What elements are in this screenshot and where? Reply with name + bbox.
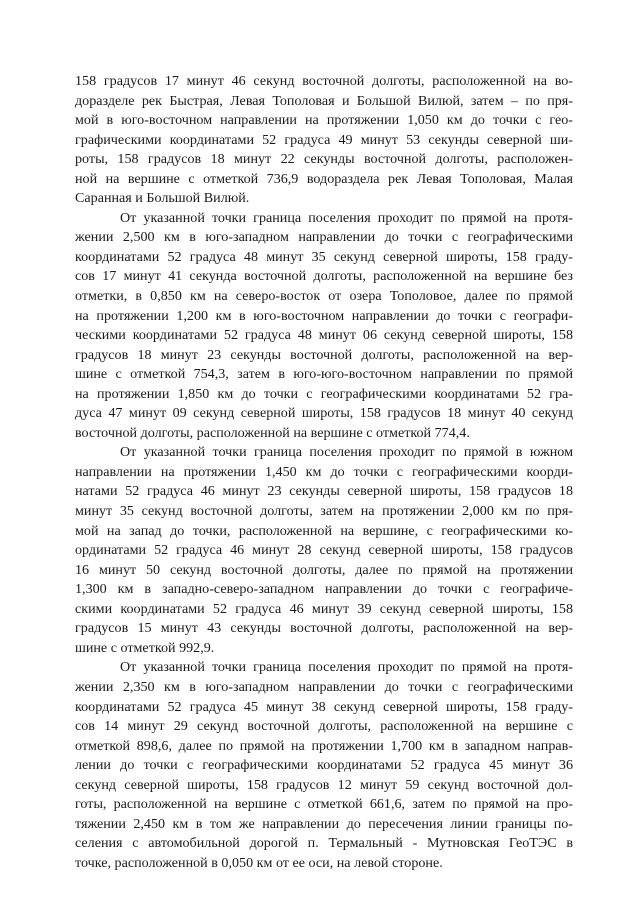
text-line: От указанной точки граница поселения проходит по прямой в южном bbox=[120, 444, 573, 461]
text-line: натами 52 градуса 46 минут 23 секунды северной широты, 158 градусов 18 bbox=[75, 483, 573, 500]
paragraph-1 bbox=[75, 72, 573, 209]
text-line: ной на вершине с отметкой 736,9 водораздела рек Левая Тополовая, Малая bbox=[75, 170, 573, 187]
text-line: тяжении 2,450 км в том же направлении до пересечения линии границы по- bbox=[75, 815, 573, 832]
text-line: готы, расположенной на вершине с отметкой 661,6, затем по прямой на про- bbox=[75, 796, 573, 813]
text-line: скими координатами 52 градуса 46 минут 39 секунд северной широты, 158 bbox=[75, 600, 573, 617]
text-line: отметкой 898,6, далее по прямой на протяжении 1,700 км в западном направ- bbox=[75, 737, 573, 754]
text-line: на протяжении 1,200 км в юго-восточном направлении до точки с географи- bbox=[75, 307, 573, 324]
text-line: дуса 47 минут 09 секунд северной широты, 158 градусов 18 минут 40 секунд bbox=[75, 405, 573, 422]
text-line: градусов 15 минут 43 секунды восточной долготы, расположенной на вер- bbox=[75, 620, 573, 637]
paragraph-4 bbox=[75, 658, 573, 873]
text-line: отметки, в 0,850 км на северо-восток от озера Тополовое, далее по прямой bbox=[75, 288, 573, 305]
paragraph-3 bbox=[75, 443, 573, 658]
text-line: Саранная и Большой Вилюй. bbox=[75, 190, 250, 207]
text-line: направлении на протяжении 1,450 км до точки с географическими коорди- bbox=[75, 463, 573, 480]
document-body bbox=[75, 72, 573, 873]
text-line: минут 35 секунд восточной долготы, затем на протяжении 2,000 км по пря- bbox=[75, 503, 573, 520]
text-line: 158 градусов 17 минут 46 секунд восточной долготы, расположенной на во- bbox=[75, 73, 573, 89]
text-line: селения с автомобильной дорогой п. Термальный - Мутновская ГеоТЭС в bbox=[75, 835, 573, 852]
text-line: сов 17 минут 41 секунда восточной долготы, расположенной на вершине без bbox=[75, 268, 573, 285]
text-line: От указанной точки граница поселения проходит по прямой на протя- bbox=[120, 209, 573, 226]
text-line: восточной долготы, расположенной на вершине с отметкой 774,4. bbox=[75, 424, 470, 441]
text-line: мой на запад до точки, расположенной на вершине, с географическими ко- bbox=[75, 522, 573, 539]
text-line: градусов 18 минут 23 секунды восточной долготы, расположенной на вер- bbox=[75, 346, 573, 363]
text-line: точке, расположенной в 0,050 км от ее оси, на левой стороне. bbox=[75, 854, 443, 871]
text-line: От указанной точки граница поселения проходит по прямой на протя- bbox=[120, 659, 573, 676]
text-line: 1,300 км в западно-северо-западном направлении до точки с географиче- bbox=[75, 581, 573, 598]
text-line: доразделе рек Быстрая, Левая Тополовая и Большой Вилюй, затем – по пря- bbox=[75, 92, 573, 109]
text-line: роты, 158 градусов 18 минут 22 секунды восточной долготы, расположен- bbox=[75, 151, 573, 168]
text-line: мой в юго-восточном направлении на протяжении 1,050 км до точки с гео- bbox=[75, 112, 573, 129]
text-line: лении до точки с географическими координатами 52 градуса 45 минут 36 bbox=[75, 757, 573, 774]
text-line: ординатами 52 градуса 46 минут 28 секунд северной широты, 158 градусов bbox=[75, 542, 573, 559]
text-line: жении 2,500 км в юго-западном направлении до точки с географическими bbox=[75, 229, 573, 246]
text-line: шине с отметкой 754,3, затем в юго-юго-восточном направлении по прямой bbox=[75, 366, 573, 383]
paragraph-2 bbox=[75, 209, 573, 444]
text-line: жении 2,350 км в юго-западном направлении до точки с географическими bbox=[75, 678, 573, 695]
text-line: ческими координатами 52 градуса 48 минут 06 секунд северной широты, 158 bbox=[75, 327, 573, 344]
text-line: секунд северной широты, 158 градусов 12 минут 59 секунд восточной дол- bbox=[75, 776, 573, 793]
text-line: на протяжении 1,850 км до точки с географическими координатами 52 гра- bbox=[75, 385, 573, 402]
text-line: шине с отметкой 992,9. bbox=[75, 639, 215, 656]
text-line: сов 14 минут 29 секунд восточной долготы, расположенной на вершине с bbox=[75, 718, 573, 735]
text-line: координатами 52 градуса 45 минут 38 секунд северной широты, 158 граду- bbox=[75, 698, 573, 715]
text-line: 16 минут 50 секунд восточной долготы, далее по прямой на протяжении bbox=[75, 561, 573, 578]
text-line: координатами 52 градуса 48 минут 35 секунд северной широты, 158 граду- bbox=[75, 248, 573, 265]
text-line: графическими координатами 52 градуса 49 минут 53 секунды северной ши- bbox=[75, 131, 573, 148]
